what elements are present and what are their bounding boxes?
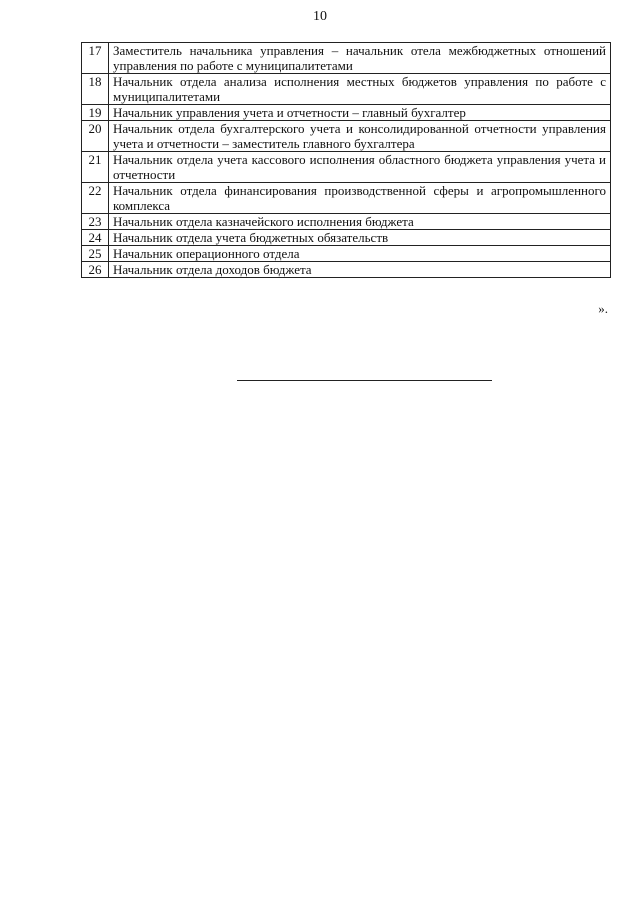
- row-number: 18: [82, 74, 109, 105]
- positions-table-container: [81, 42, 611, 278]
- row-position-title: Начальник отдела доходов бюджета: [109, 262, 611, 278]
- row-position-title: Начальник отдела финансирования производственной сферы и агропромышленного комплекса: [109, 183, 611, 214]
- row-position-title: Начальник отдела учета кассового исполнения областного бюджета управления учета и отчетности: [109, 152, 611, 183]
- table-row: [82, 246, 611, 262]
- table-row: [82, 214, 611, 230]
- row-number: 25: [82, 246, 109, 262]
- page-number: 10: [313, 9, 327, 24]
- row-position-title: Начальник отдела анализа исполнения местных бюджетов управления по работе с муниципалитетами: [109, 74, 611, 105]
- row-position-title: Заместитель начальника управления – начальник отела межбюджетных отношений управления по работе с муниципалитетами: [109, 43, 611, 74]
- document-end-rule: [237, 380, 492, 381]
- row-number: 19: [82, 105, 109, 121]
- row-position-title: Начальник отдела казначейского исполнения бюджета: [109, 214, 611, 230]
- table-row: [82, 121, 611, 152]
- positions-table: [81, 42, 611, 278]
- table-row: [82, 74, 611, 105]
- row-number: 22: [82, 183, 109, 214]
- row-number: 24: [82, 230, 109, 246]
- table-row: [82, 152, 611, 183]
- row-position-title: Начальник отдела учета бюджетных обязательств: [109, 230, 611, 246]
- closing-quote: ».: [598, 301, 608, 316]
- table-row: [82, 105, 611, 121]
- row-number: 20: [82, 121, 109, 152]
- row-number: 26: [82, 262, 109, 278]
- table-row: [82, 230, 611, 246]
- table-row: [82, 183, 611, 214]
- row-number: 23: [82, 214, 109, 230]
- row-position-title: Начальник отдела бухгалтерского учета и консолидированной отчетности управления учета и отчетности – заместитель главного бухгалтера: [109, 121, 611, 152]
- row-number: 21: [82, 152, 109, 183]
- row-number: 17: [82, 43, 109, 74]
- table-row: [82, 262, 611, 278]
- row-position-title: Начальник управления учета и отчетности – главный бухгалтер: [109, 105, 611, 121]
- table-row: [82, 43, 611, 74]
- row-position-title: Начальник операционного отдела: [109, 246, 611, 262]
